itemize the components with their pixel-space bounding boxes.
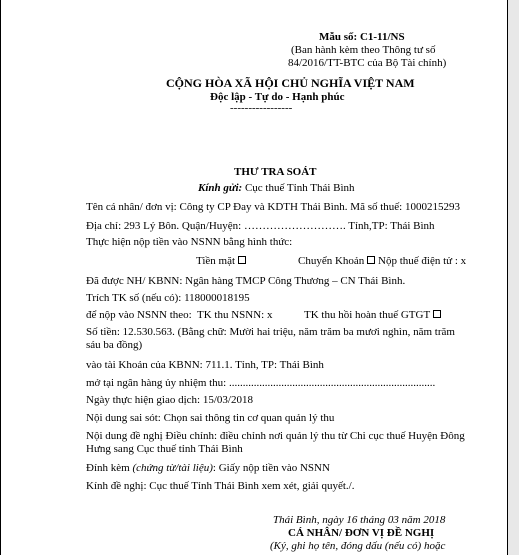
- address-line: Địa chỉ: 293 Lý Bôn. Quận/Huyện: ………………………. Tỉnh,TP: Thái Bình: [86, 220, 435, 232]
- method-transfer-label: Chuyển Khoản: [298, 255, 365, 267]
- paid-into-tk: TK thu NSNN: x: [197, 309, 273, 321]
- bank-line: Đã được NH/ KBNN: Ngân hàng TMCP Công Thương – CN Thái Bình.: [86, 275, 406, 287]
- page-left-border: [0, 0, 1, 555]
- adjust-line-1: Nội dung đề nghị Điều chỉnh: điều chỉnh nơi quản lý thu từ Chi cục thuế Huyện Đông: [86, 430, 465, 442]
- method-label: Thực hiện nộp tiền vào NSNN bằng hình thức:: [86, 236, 293, 248]
- signer-title: CÁ NHÂN/ ĐƠN VỊ ĐỀ NGHỊ: [288, 527, 435, 539]
- recipient-value: Cục thuế Tỉnh Thái Bình: [244, 182, 355, 194]
- method-electronic: Nộp thuế điện tử : x: [378, 255, 467, 267]
- adjust-line-2: Hưng sang Cục thuế tỉnh Thái Bình: [86, 443, 243, 455]
- request-line: Kính đề nghị: Cục thuế Tỉnh Thái Bình xem xét, giải quyết./.: [86, 480, 355, 492]
- method-transfer: [298, 255, 375, 268]
- error-line: Nội dung sai sót: Chọn sai thông tin cơ quan quản lý thu: [86, 412, 335, 424]
- attach-note: (chứng từ/tài liệu): [132, 462, 213, 474]
- republic-title: CỘNG HÒA XÃ HỘI CHỦ NGHĨA VIỆT NAM: [166, 76, 415, 90]
- kbnn-line: vào tài Khoản của KBNN: 711.1. Tỉnh, TP: Thái Bình: [86, 359, 324, 371]
- motto: Độc lập - Tự do - Hạnh phúc: [210, 91, 345, 103]
- name-line: Tên cá nhân/ đơn vị: Công ty CP Đay và KDTH Thái Bình. Mã số thuế: 1000215293: [86, 201, 460, 213]
- account-line: Trích TK số (nếu có): 118000018195: [86, 292, 250, 304]
- attach-line: [86, 462, 330, 475]
- attach-label: Đính kèm: [86, 462, 130, 474]
- transfer-checkbox: [367, 256, 375, 264]
- method-cash: [196, 255, 246, 268]
- issued-note-line-2: 84/2016/TT-BTC của Bộ Tài chính): [288, 57, 447, 69]
- paid-into-refund-label: TK thu hồi hoàn thuế GTGT: [304, 309, 431, 321]
- amount-line-1: Số tiền: 12.530.563. (Bằng chữ: Mười hai triệu, năm trăm ba mươi nghìn, năm trăm: [86, 326, 455, 338]
- window-margin: [508, 0, 519, 555]
- place-date: Thái Bình, ngày 16 tháng 03 năm 2018: [273, 514, 446, 526]
- form-number: Mẫu số: C1-11/NS: [319, 31, 405, 43]
- letter-title: THƯ TRA SOÁT: [234, 166, 317, 178]
- attach-value: : Giấy nộp tiền vào NSNN: [212, 462, 330, 474]
- amount-line-2: sáu ba đồng): [86, 339, 143, 351]
- date-line: Ngày thực hiện giao dịch: 15/03/2018: [86, 394, 253, 406]
- paid-into-label: để nộp vào NSNN theo:: [86, 309, 192, 321]
- recipient-label: Kính gửi:: [198, 182, 243, 194]
- paid-into-refund: [304, 309, 441, 322]
- cash-checkbox: [238, 256, 246, 264]
- refund-checkbox: [433, 310, 441, 318]
- method-cash-label: Tiền mặt: [196, 255, 236, 267]
- bank-open-line: mở tại ngân hàng ủy nhiệm thu: ...........................................................................: [86, 377, 436, 389]
- motto-rule: -----------------: [230, 102, 293, 114]
- signer-note: (Ký, ghi họ tên, đóng dấu (nếu có) hoặc: [270, 540, 446, 552]
- recipient: [198, 182, 355, 195]
- issued-note-line-1: (Ban hành kèm theo Thông tư số: [291, 44, 436, 56]
